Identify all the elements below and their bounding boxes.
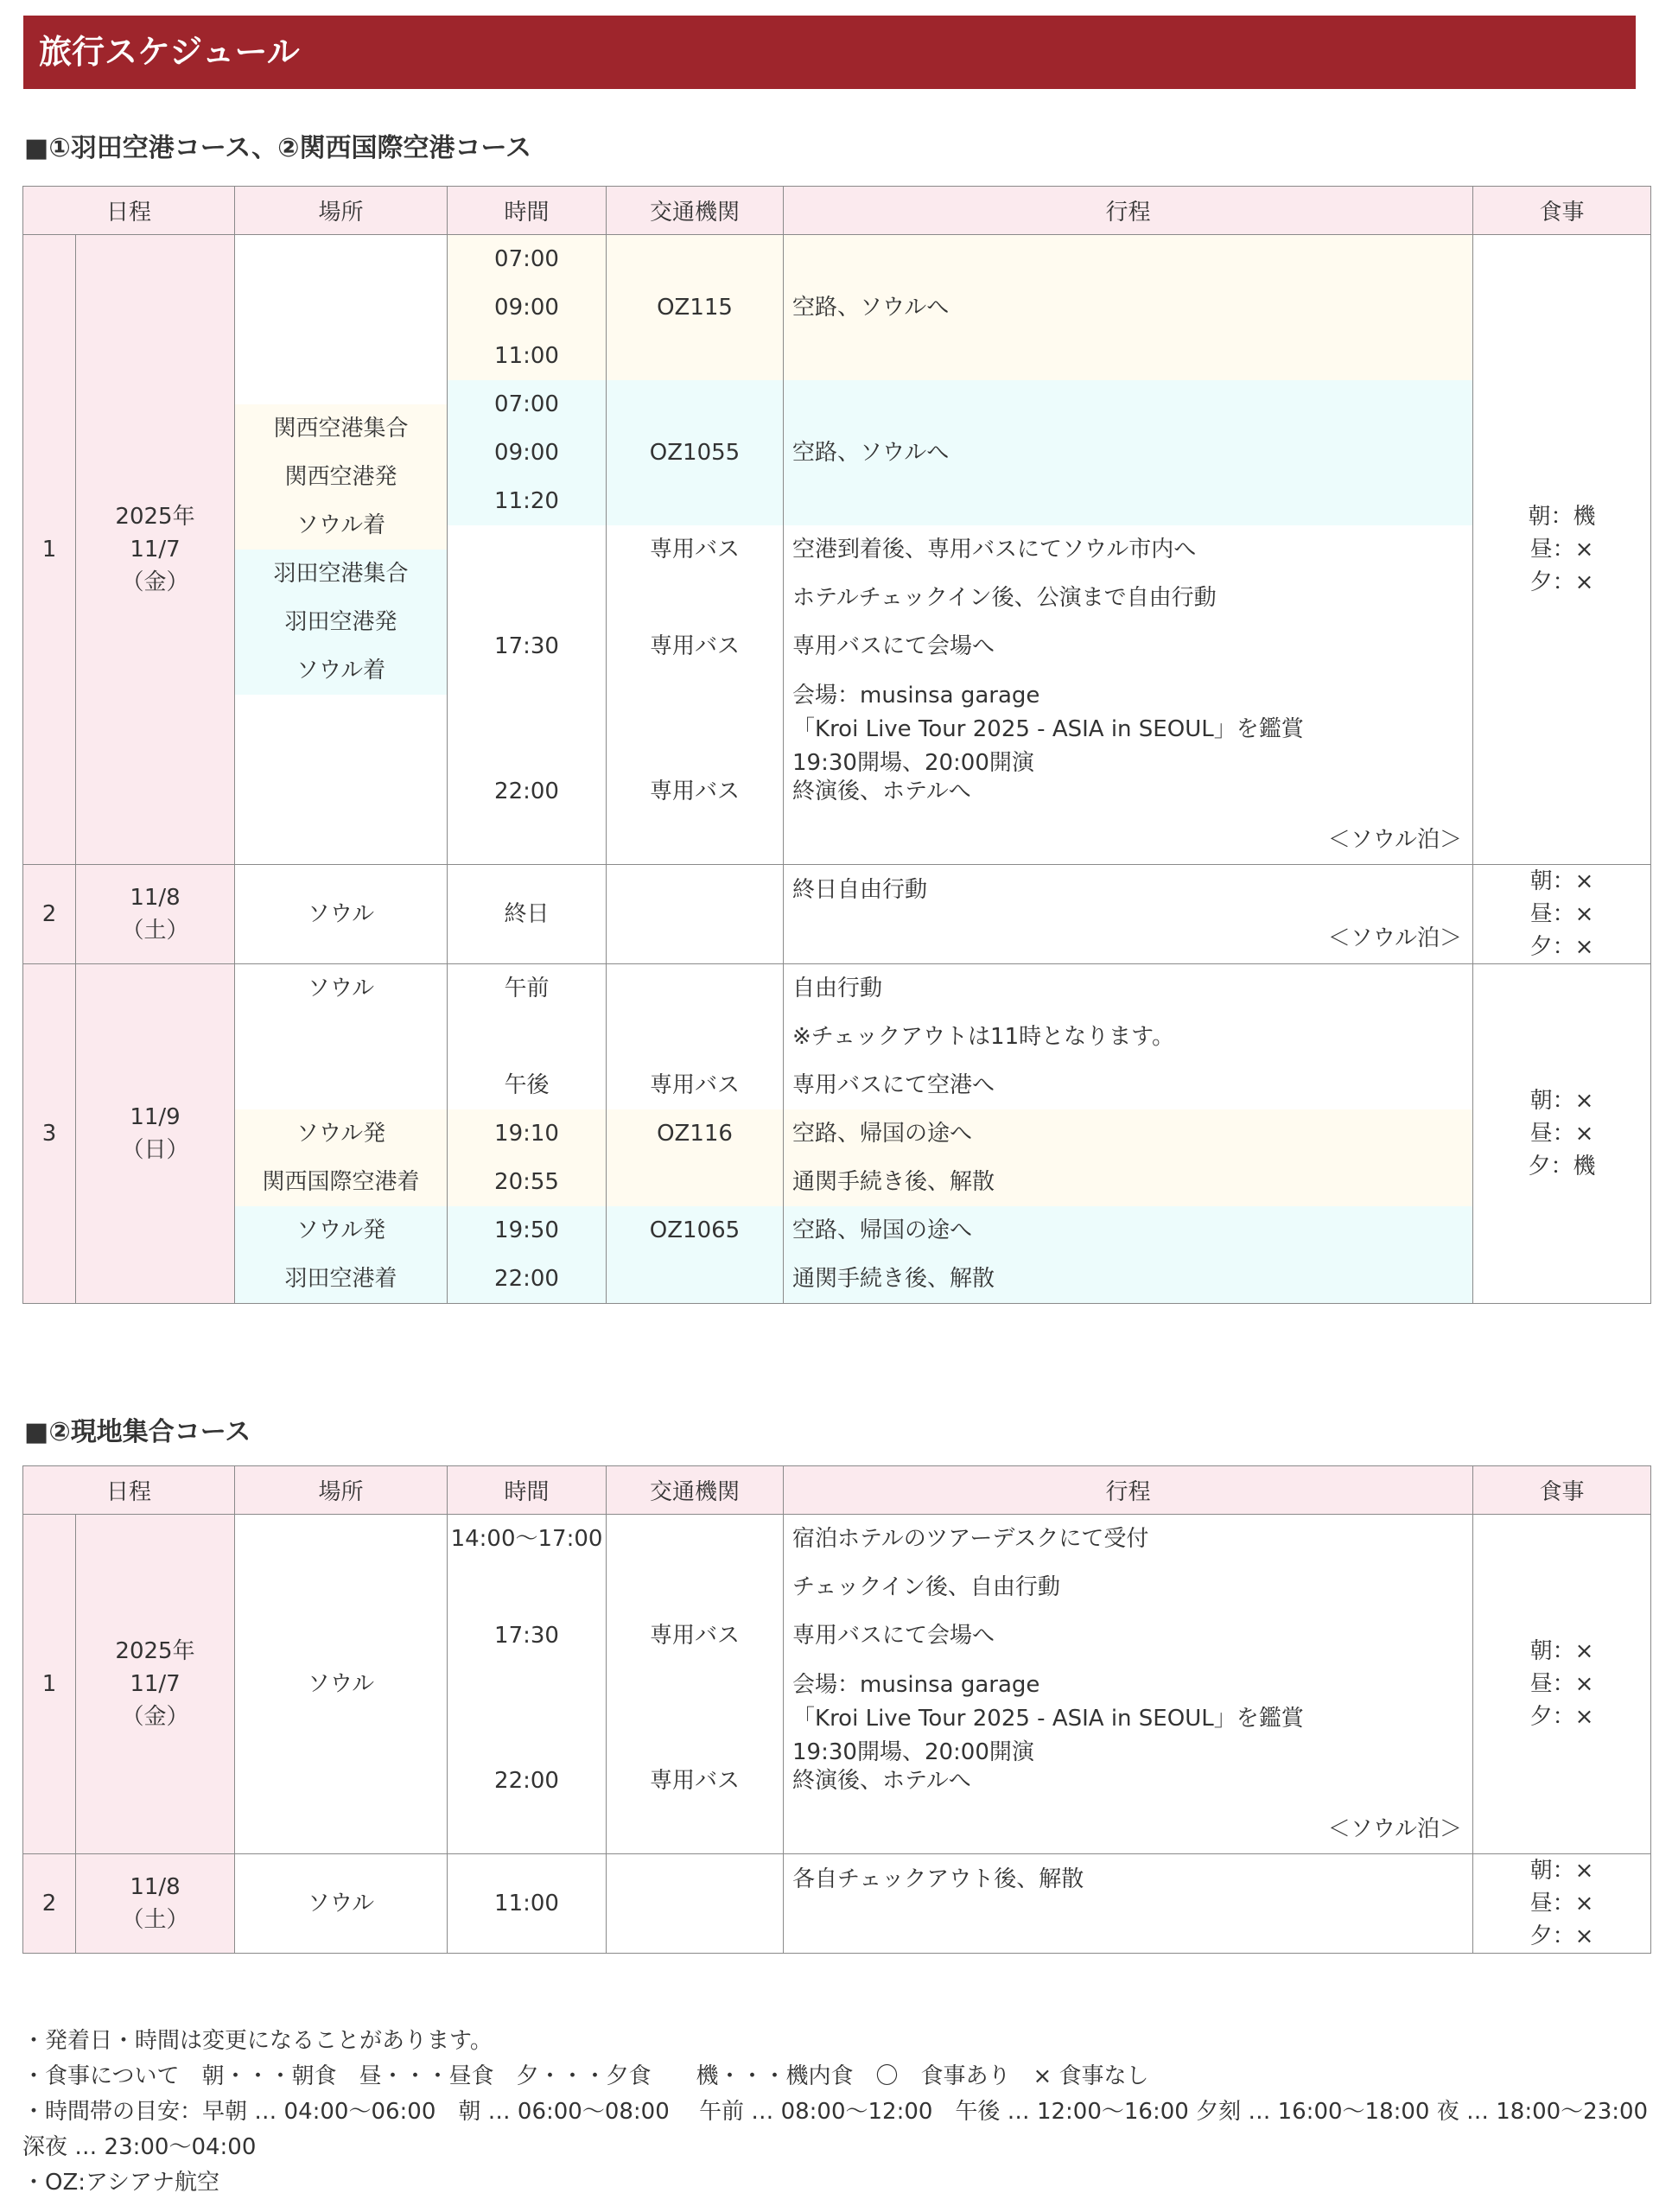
- transport-cell: OZ1055: [607, 429, 783, 477]
- date-day: 11/8: [130, 1874, 181, 1900]
- transport-cell: [607, 1660, 783, 1757]
- transport-column: [607, 964, 784, 1304]
- day-row: [23, 865, 1651, 964]
- page-title: 旅行スケジュール: [23, 16, 1636, 89]
- place-cell: ソウル着: [235, 646, 447, 695]
- time-column: [448, 1515, 607, 1854]
- table-header-row: [23, 1466, 1651, 1515]
- place-cell: ソウル: [307, 901, 375, 927]
- transport-cell: 専用バス: [650, 1768, 741, 1794]
- day-row: [23, 235, 1651, 865]
- itinerary-cell: 専用バスにて空港へ: [792, 1072, 995, 1098]
- note-item: ・発着日・時間は変更になることがあります。: [22, 2028, 493, 2054]
- time-cell: 11:20: [448, 477, 606, 525]
- day-number: 2: [23, 1854, 76, 1954]
- time-cell: 11:00: [494, 1891, 559, 1916]
- place-cell: [235, 1013, 447, 1061]
- meal-lunch: 昼：×: [1529, 1891, 1594, 1916]
- itinerary-cell: 終日自由行動: [792, 877, 928, 903]
- day-number: 3: [23, 964, 76, 1304]
- stay-label: ＜ソウル泊＞: [1327, 925, 1463, 951]
- transport-cell: [607, 477, 783, 525]
- section-heading-2: ■②現地集合コース: [24, 1417, 251, 1447]
- day-date: [76, 964, 235, 1304]
- spacer: [784, 1904, 1472, 1952]
- meal-dinner: 夕：×: [1529, 1923, 1594, 1949]
- section-heading-1: ■①羽田空港コース、②関西国際空港コース: [24, 133, 532, 163]
- header-transport: 交通機関: [607, 1466, 784, 1515]
- header-time: 時間: [448, 187, 607, 235]
- meal-cell: [1473, 1515, 1651, 1854]
- meal-cell: [1473, 1854, 1651, 1954]
- venue-info: [784, 671, 1472, 776]
- venue-info: [784, 1660, 1472, 1765]
- place-cell: 関西空港集合: [235, 404, 447, 453]
- date-day: 11/9: [130, 1104, 181, 1130]
- note-item: ・食事について 朝・・・朝食 昼・・・昼食 夕・・・夕食 機・・・機内食 〇 食事あり × 食事なし: [22, 2063, 1149, 2089]
- place-cell: ソウル: [307, 976, 375, 1001]
- time-cell: 22:00: [494, 779, 559, 804]
- itinerary-column: [784, 1854, 1473, 1954]
- transport-cell: OZ1065: [607, 1206, 783, 1255]
- place-column: [235, 1515, 448, 1854]
- place-cell: ソウル着: [235, 501, 447, 550]
- itinerary-column: [784, 964, 1473, 1304]
- day-row: [23, 964, 1651, 1304]
- transport-cell: [607, 380, 783, 429]
- place-cell: ソウル発: [235, 1206, 447, 1255]
- time-cell: 11:00: [448, 332, 606, 380]
- note-item: ・時間帯の目安：早朝 … 04:00〜06:00 朝 … 06:00〜08:00 午前 … 08:00〜12:00 午後 … 12:00〜16:00 夕刻 … 16:00〜18:00 夜 … 18:00〜23:00: [22, 2099, 1649, 2125]
- transport-column: [607, 1854, 784, 1954]
- time-cell: [448, 1563, 606, 1611]
- time-cell: 22:00: [448, 1255, 606, 1303]
- time-cell: 07:00: [448, 235, 606, 283]
- itinerary-cell: 通関手続き後、解散: [784, 1255, 1472, 1303]
- meal-cell: [1473, 964, 1651, 1304]
- place-column: [235, 865, 448, 964]
- meal-lunch: 昼：×: [1529, 537, 1594, 563]
- transport-column: [607, 865, 784, 964]
- transport-column: [607, 235, 784, 865]
- time-cell: 19:10: [448, 1109, 606, 1158]
- itinerary-cell: 自由行動: [792, 976, 883, 1001]
- itinerary-cell: 空路、ソウルへ: [784, 429, 1472, 477]
- day-date: [76, 235, 235, 865]
- time-cell: [448, 1660, 606, 1757]
- itinerary-cell: ※チェックアウトは11時となります。: [792, 1024, 1175, 1050]
- meal-cell: [1473, 865, 1651, 964]
- transport-cell: [607, 1255, 783, 1303]
- place-cell: 羽田空港集合: [235, 550, 447, 598]
- day-number: 1: [23, 235, 76, 865]
- time-cell: 午後: [504, 1072, 550, 1098]
- table-header-row: [23, 187, 1651, 235]
- place-cell: 関西国際空港着: [235, 1158, 447, 1206]
- transport-cell: [607, 332, 783, 380]
- transport-cell: [607, 890, 783, 938]
- time-cell: 14:00〜17:00: [450, 1526, 603, 1552]
- transport-cell: [607, 671, 783, 767]
- time-column: [448, 235, 607, 865]
- transport-cell: 専用バス: [650, 633, 741, 659]
- concert-title: 「Kroi Live Tour 2025 - ASIA in SEOUL」を鑑賞: [792, 716, 1304, 742]
- header-meal: 食事: [1473, 187, 1651, 235]
- day-date: [76, 865, 235, 964]
- time-cell: 09:00: [448, 429, 606, 477]
- transport-cell: 専用バス: [650, 1623, 741, 1649]
- header-day: 日程: [23, 1466, 235, 1515]
- venue-name: 会場：musinsa garage: [792, 1672, 1040, 1698]
- transport-cell: 専用バス: [650, 1072, 741, 1098]
- meal-breakfast: 朝：機: [1528, 504, 1596, 530]
- meal-lunch: 昼：×: [1529, 1121, 1594, 1147]
- time-cell: [448, 1013, 606, 1061]
- itinerary-cell: 終演後、ホテルへ: [792, 1768, 971, 1794]
- transport-cell: [607, 574, 783, 622]
- itinerary-cell: 通関手続き後、解散: [784, 1158, 1472, 1206]
- itinerary-cell: 各自チェックアウト後、解散: [792, 1866, 1084, 1892]
- transport-cell: 専用バス: [650, 537, 741, 563]
- date-day: 11/7: [130, 537, 181, 563]
- day-date: [76, 1515, 235, 1854]
- time-cell: 午前: [504, 976, 550, 1001]
- time-cell: 19:50: [448, 1206, 606, 1255]
- spacer: [448, 1805, 606, 1853]
- itinerary-cell: 空路、ソウルへ: [784, 283, 1472, 332]
- meal-breakfast: 朝：×: [1529, 1088, 1594, 1114]
- header-transport: 交通機関: [607, 187, 784, 235]
- date-weekday: （土）: [121, 918, 189, 944]
- itinerary-cell: [784, 332, 1472, 380]
- time-column: [448, 1854, 607, 1954]
- meal-dinner: 夕：×: [1529, 569, 1594, 595]
- date-year: 2025年: [115, 504, 195, 530]
- header-time: 時間: [448, 1466, 607, 1515]
- itinerary-column: [784, 1515, 1473, 1854]
- itinerary-cell: チェックイン後、自由行動: [792, 1574, 1060, 1600]
- spacer: [448, 816, 606, 864]
- transport-column: [607, 1515, 784, 1854]
- day-number: 2: [23, 865, 76, 964]
- time-cell: [448, 574, 606, 622]
- meal-dinner: 夕：×: [1529, 1704, 1594, 1730]
- transport-cell: [607, 1158, 783, 1206]
- schedule-table-2: [22, 1465, 1651, 1954]
- place-column: [235, 1854, 448, 1954]
- time-cell: 20:55: [448, 1158, 606, 1206]
- time-column: [448, 865, 607, 964]
- meal-cell: [1473, 235, 1651, 865]
- stay-label: ＜ソウル泊＞: [1327, 827, 1463, 853]
- itinerary-cell: 専用バスにて会場へ: [792, 1623, 995, 1649]
- itinerary-cell: 終演後、ホテルへ: [792, 779, 971, 804]
- itinerary-cell: 専用バスにて会場へ: [792, 633, 995, 659]
- transport-cell: [607, 964, 783, 1013]
- place-cell: 関西空港発: [235, 453, 447, 501]
- meal-dinner: 夕：×: [1529, 934, 1594, 960]
- itinerary-cell: 空路、帰国の途へ: [784, 1206, 1472, 1255]
- transport-cell: [607, 1879, 783, 1928]
- itinerary-cell: [784, 477, 1472, 525]
- itinerary-cell: 空路、帰国の途へ: [784, 1109, 1472, 1158]
- place-column: [235, 964, 448, 1304]
- transport-cell: [607, 1515, 783, 1563]
- day-number: 1: [23, 1515, 76, 1854]
- itinerary-cell: ホテルチェックイン後、公演まで自由行動: [792, 585, 1217, 611]
- transport-cell: OZ115: [607, 283, 783, 332]
- date-weekday: （金）: [121, 1704, 189, 1730]
- concert-times: 19:30開場、20:00開演: [792, 750, 1034, 776]
- venue-name: 会場：musinsa garage: [792, 683, 1040, 709]
- transport-cell: [607, 1013, 783, 1061]
- itinerary-column: [784, 235, 1473, 865]
- spacer: [607, 816, 783, 864]
- meal-lunch: 昼：×: [1529, 901, 1594, 927]
- transport-cell: 専用バス: [650, 779, 741, 804]
- day-row: [23, 1854, 1651, 1954]
- schedule-table-1: [22, 186, 1651, 1304]
- transport-cell: [607, 235, 783, 283]
- date-year: 2025年: [115, 1638, 195, 1664]
- place-cell: ソウル発: [235, 1109, 447, 1158]
- meal-lunch: 昼：×: [1529, 1671, 1594, 1697]
- date-weekday: （土）: [121, 1907, 189, 1933]
- time-cell: 07:00: [448, 380, 606, 429]
- note-item: ・OZ:アシアナ航空: [22, 2170, 219, 2196]
- header-itinerary: 行程: [784, 1466, 1473, 1515]
- meal-breakfast: 朝：×: [1529, 1858, 1594, 1884]
- transport-cell: [607, 1563, 783, 1611]
- time-cell: [448, 671, 606, 767]
- place-cell: ソウル: [307, 1671, 375, 1697]
- date-weekday: （日）: [121, 1137, 189, 1163]
- meal-breakfast: 朝：×: [1529, 1638, 1594, 1664]
- time-cell: 09:00: [448, 283, 606, 332]
- stay-label: ＜ソウル泊＞: [1327, 1816, 1463, 1842]
- header-place: 場所: [235, 187, 448, 235]
- spacer: [607, 1805, 783, 1853]
- place-cell: [235, 1061, 447, 1109]
- date-weekday: （金）: [121, 569, 189, 595]
- place-cell: 羽田空港着: [235, 1255, 447, 1303]
- header-itinerary: 行程: [784, 187, 1473, 235]
- day-date: [76, 1854, 235, 1954]
- itinerary-cell: 宿泊ホテルのツアーデスクにて受付: [792, 1526, 1149, 1552]
- meal-breakfast: 朝：×: [1529, 868, 1594, 894]
- date-day: 11/8: [130, 885, 181, 911]
- place-cell: ソウル: [307, 1891, 375, 1916]
- date-day: 11/7: [130, 1671, 181, 1697]
- time-column: [448, 964, 607, 1304]
- header-place: 場所: [235, 1466, 448, 1515]
- time-cell: 17:30: [494, 1623, 559, 1649]
- transport-cell: OZ116: [607, 1109, 783, 1158]
- itinerary-cell: [784, 235, 1472, 283]
- header-meal: 食事: [1473, 1466, 1651, 1515]
- note-item: 深夜 … 23:00〜04:00: [22, 2134, 257, 2160]
- time-cell: [448, 525, 606, 574]
- time-cell: 終日: [504, 901, 550, 927]
- itinerary-column: [784, 865, 1473, 964]
- time-cell: 17:30: [494, 633, 559, 659]
- concert-title: 「Kroi Live Tour 2025 - ASIA in SEOUL」を鑑賞: [792, 1706, 1304, 1732]
- concert-times: 19:30開場、20:00開演: [792, 1739, 1034, 1765]
- place-cell: 羽田空港発: [235, 598, 447, 646]
- place-column: [235, 235, 448, 865]
- header-day: 日程: [23, 187, 235, 235]
- itinerary-cell: [784, 380, 1472, 429]
- notes: [22, 2024, 1656, 2201]
- time-cell: 22:00: [494, 1768, 559, 1794]
- day-row: [23, 1515, 1651, 1854]
- meal-dinner: 夕：機: [1528, 1154, 1596, 1179]
- itinerary-cell: 空港到着後、専用バスにてソウル市内へ: [792, 537, 1197, 563]
